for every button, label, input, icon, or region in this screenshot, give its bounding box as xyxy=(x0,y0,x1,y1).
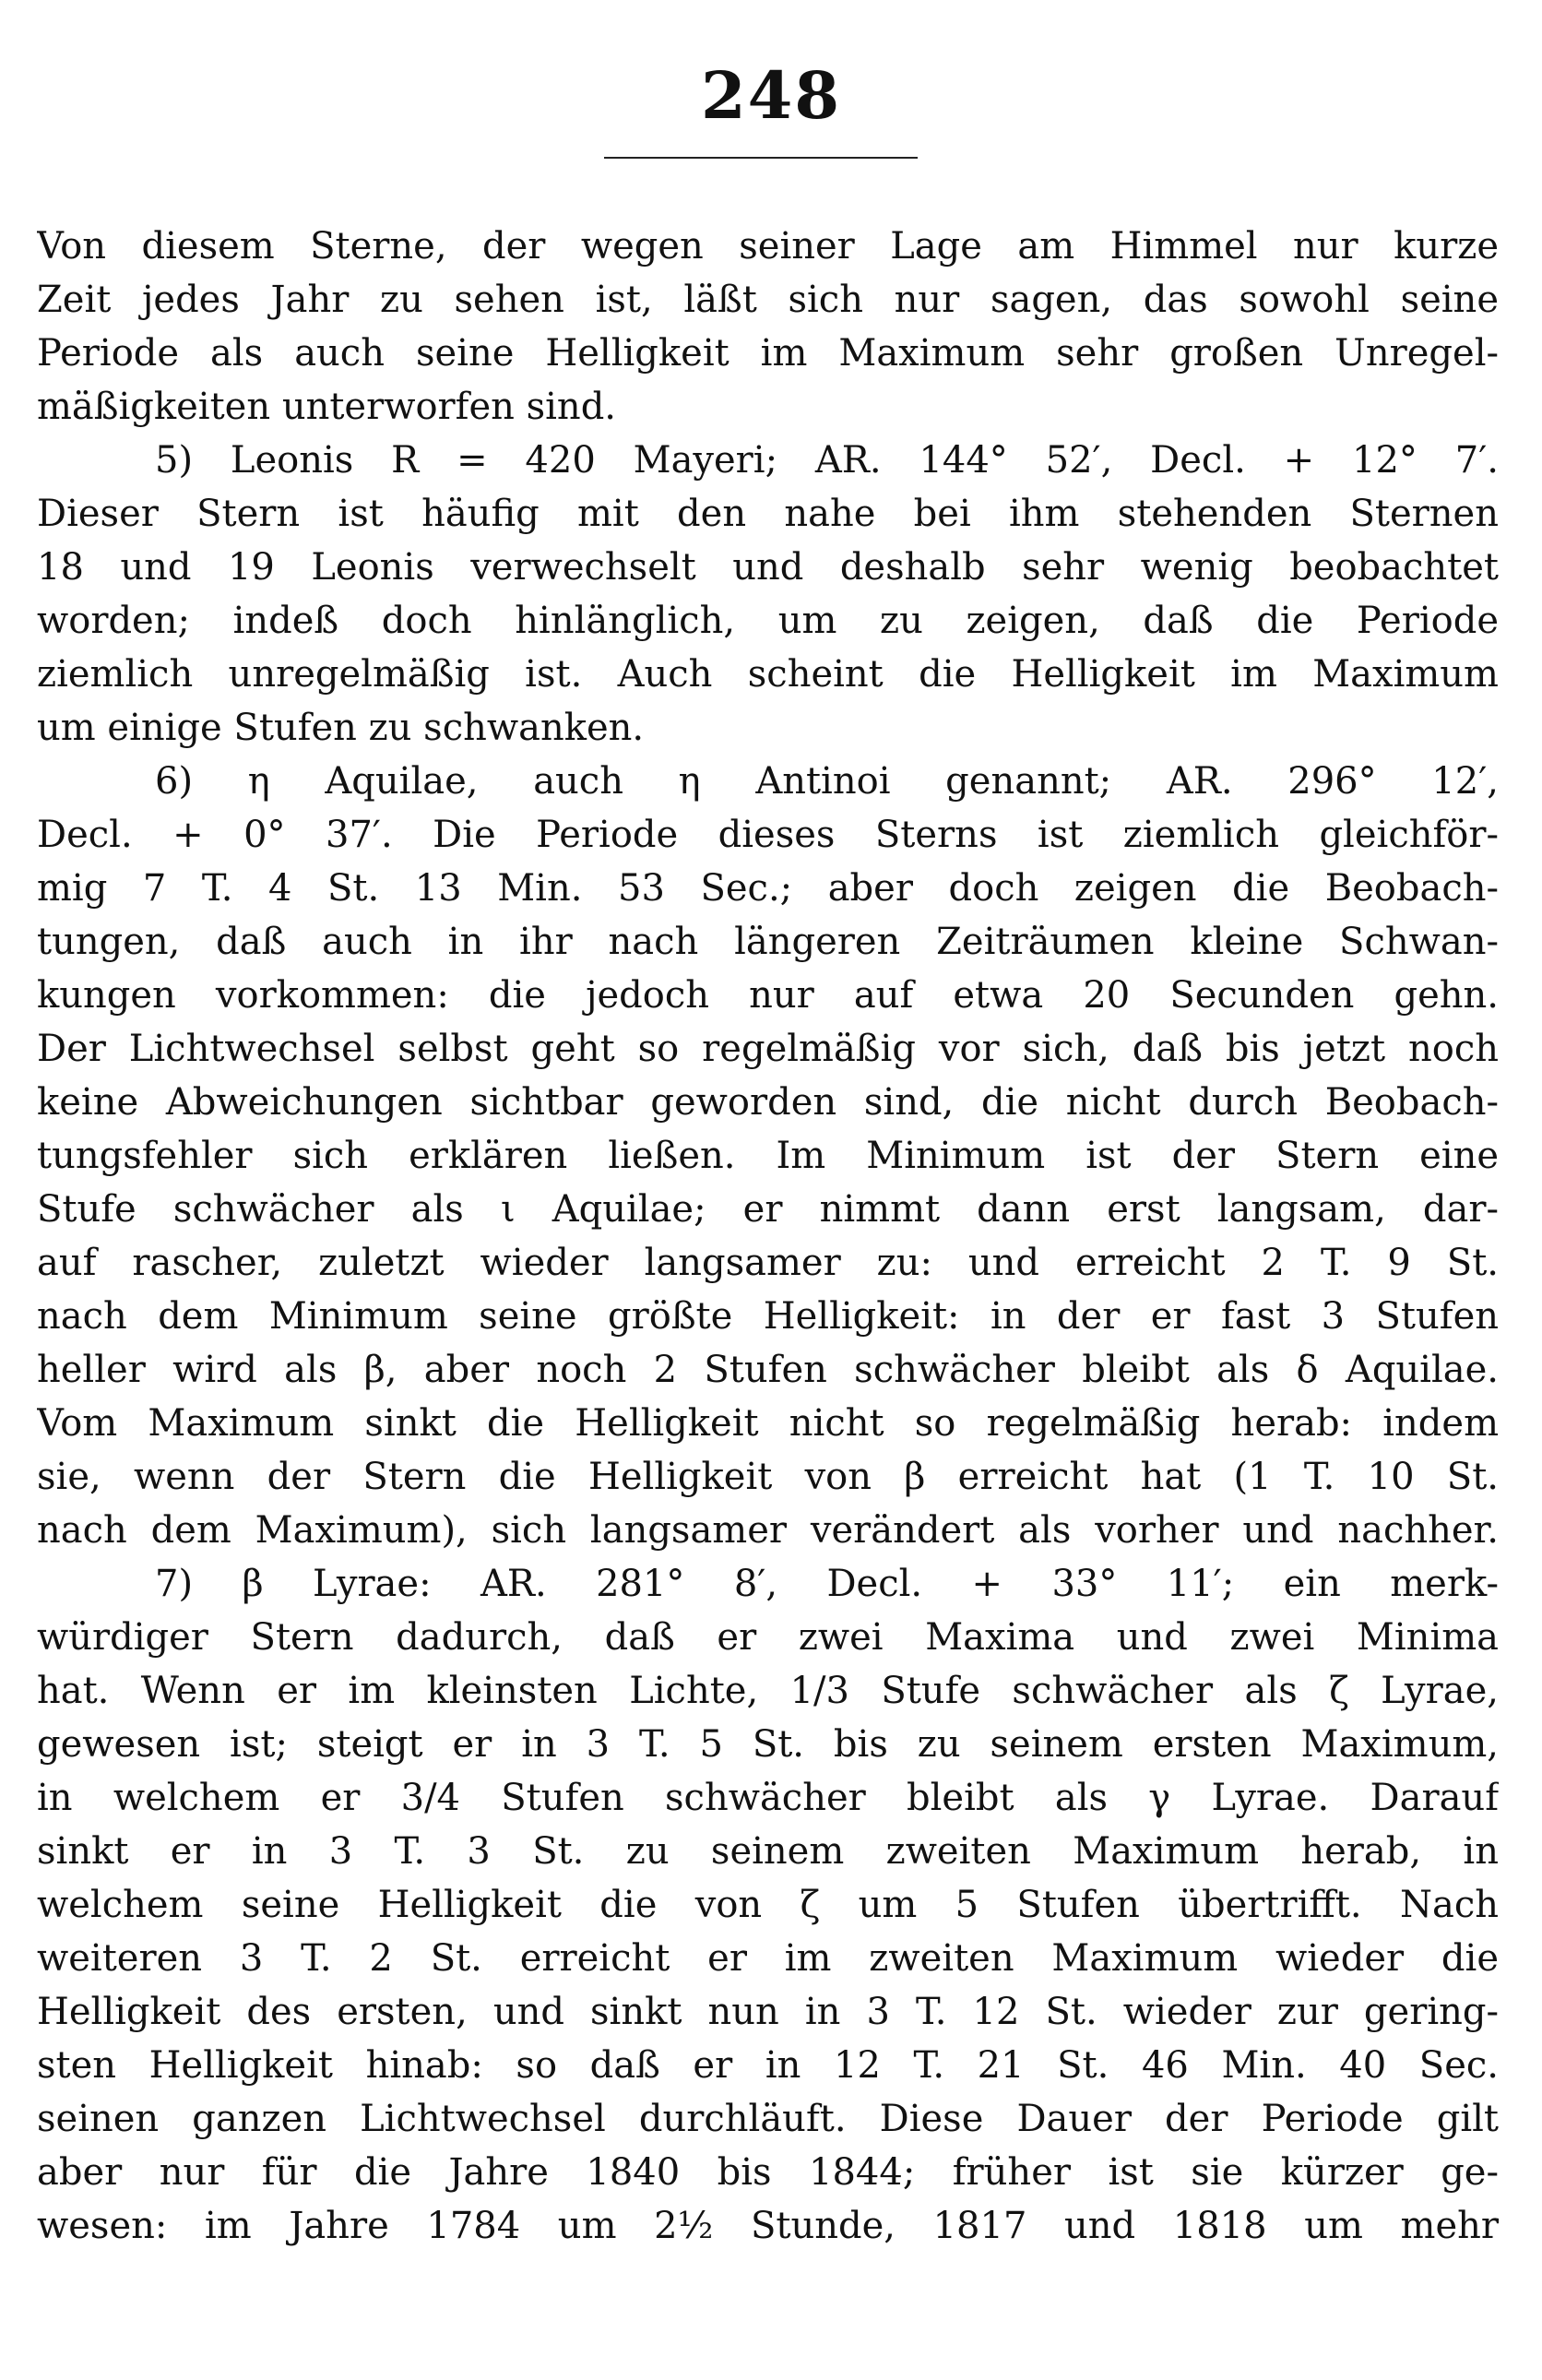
text-line: in welchem er 3/4 Stufen schwächer bleibt als γ Lyrae. Darauf xyxy=(37,1777,1499,1819)
text-line: weiteren 3 T. 2 St. erreicht er im zweiten Maximum wieder die xyxy=(37,1937,1499,1980)
text-line: Stufe schwächer als ι Aquilae; er nimmt dann erst langsam, dar- xyxy=(37,1188,1499,1231)
text-line: sie, wenn der Stern die Helligkeit von β erreicht hat (1 T. 10 St. xyxy=(37,1456,1499,1498)
text-line: wesen: im Jahre 1784 um 2½ Stunde, 1817 und 1818 um mehr xyxy=(37,2205,1499,2247)
text-line: worden; indeß doch hinlänglich, um zu zeigen, daß die Periode xyxy=(37,600,1499,642)
text-line: 18 und 19 Leonis verwechselt und deshalb sehr wenig beobachtet xyxy=(37,546,1499,589)
text-line: Decl. + 0° 37′. Die Periode dieses Sterns ist ziemlich gleichför- xyxy=(37,814,1499,856)
text-line: aber nur für die Jahre 1840 bis 1844; früher ist sie kürzer ge- xyxy=(37,2151,1499,2194)
text-line: Dieser Stern ist häufig mit den nahe bei ihm stehenden Sternen xyxy=(37,493,1499,535)
text-line: nach dem Maximum), sich langsamer verändert als vorher und nachher. xyxy=(37,1509,1499,1552)
text-line: sten Helligkeit hinab: so daß er in 12 T. 21 St. 46 Min. 40 Sec. xyxy=(37,2044,1499,2087)
text-line: ziemlich unregelmäßig ist. Auch scheint die Helligkeit im Maximum xyxy=(37,653,1499,696)
text-line: mig 7 T. 4 St. 13 Min. 53 Sec.; aber doch zeigen die Beobach- xyxy=(37,867,1499,910)
text-line: 6) η Aquilae, auch η Antinoi genannt; AR. 296° 12′, xyxy=(155,760,1499,803)
text-line: Vom Maximum sinkt die Helligkeit nicht so regelmäßig herab: indem xyxy=(37,1402,1499,1445)
text-line: würdiger Stern dadurch, daß er zwei Maxima und zwei Minima xyxy=(37,1616,1499,1659)
text-line: seinen ganzen Lichtwechsel durchläuft. Diese Dauer der Periode gilt xyxy=(37,2098,1499,2140)
text-line: tungsfehler sich erklären ließen. Im Minimum ist der Stern eine xyxy=(37,1135,1499,1177)
text-line: tungen, daß auch in ihr nach längeren Zeiträumen kleine Schwan- xyxy=(37,921,1499,963)
text-line: hat. Wenn er im kleinsten Lichte, 1/3 Stufe schwächer als ζ Lyrae, xyxy=(37,1670,1499,1712)
text-line: um einige Stufen zu schwanken. xyxy=(37,707,645,749)
text-line: welchem seine Helligkeit die von ζ um 5 Stufen übertrifft. Nach xyxy=(37,1884,1499,1926)
text-line: sinkt er in 3 T. 3 St. zu seinem zweiten Maximum herab, in xyxy=(37,1830,1499,1873)
text-line: Zeit jedes Jahr zu sehen ist, läßt sich nur sagen, das sowohl seine xyxy=(37,279,1499,321)
text-line: Helligkeit des ersten, und sinkt nun in 3 T. 12 St. wieder zur gering- xyxy=(37,1991,1499,2033)
text-line: 7) β Lyrae: AR. 281° 8′, Decl. + 33° 11′; ein merk- xyxy=(155,1563,1499,1605)
text-line: kungen vorkommen: die jedoch nur auf etwa 20 Secunden gehn. xyxy=(37,974,1499,1017)
text-line: keine Abweichungen sichtbar geworden sind, die nicht durch Beobach- xyxy=(37,1081,1499,1124)
text-line: Von diesem Sterne, der wegen seiner Lage am Himmel nur kurze xyxy=(37,225,1499,268)
text-line: gewesen ist; steigt er in 3 T. 5 St. bis zu seinem ersten Maximum, xyxy=(37,1723,1499,1766)
text-line: Der Lichtwechsel selbst geht so regelmäßig vor sich, daß bis jetzt noch xyxy=(37,1028,1499,1070)
text-line: nach dem Minimum seine größte Helligkeit: in der er fast 3 Stufen xyxy=(37,1295,1499,1338)
text-line: auf rascher, zuletzt wieder langsamer zu: und erreicht 2 T. 9 St. xyxy=(37,1242,1499,1284)
body-text xyxy=(37,220,1499,2253)
text-line: heller wird als β, aber noch 2 Stufen schwächer bleibt als δ Aquilae. xyxy=(37,1349,1499,1391)
text-line: Periode als auch seine Helligkeit im Maximum sehr großen Unregel- xyxy=(37,332,1499,375)
header-rule xyxy=(604,157,918,159)
text-line: 5) Leonis R = 420 Mayeri; AR. 144° 52′, Decl. + 12° 7′. xyxy=(155,439,1499,482)
text-line: mäßigkeiten unterworfen sind. xyxy=(37,386,617,428)
page-number: 248 xyxy=(700,57,842,134)
